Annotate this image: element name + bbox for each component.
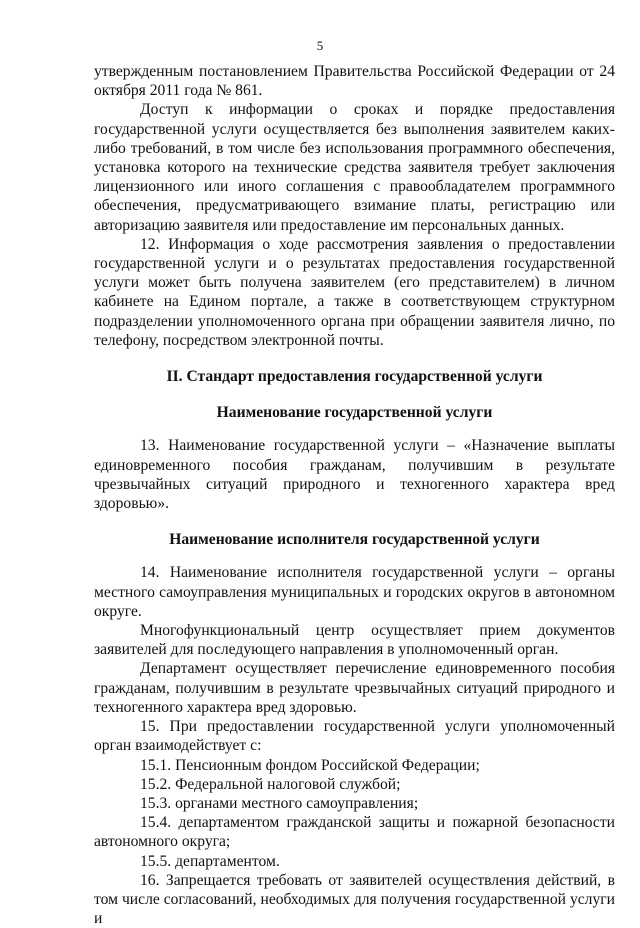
paragraph-access-info: Доступ к информации о сроках и порядке предоставления государственной услуги осуществляется без выполнения заявителем каких-либо требований, в том числе без использования программного обеспечения, установка которого на технические средства заявителя требует заключения лицензионного или иного соглашения с правообладателем программного обеспечения, предусматривающего взимание платы, регистрацию или авторизацию заявителя или предоставление им персональных данных. (94, 101, 615, 234)
heading-executor: Наименование исполнителя государственной услуги (169, 531, 540, 549)
paragraph-14: 14. Наименование исполнителя государственной услуги – органы местного самоуправления муниципальных и городских округов в автономном округе. (94, 564, 615, 620)
section-heading: II. Стандарт предоставления государственной услуги (166, 368, 543, 386)
paragraph-13: 13. Наименование государственной услуги – «Назначение выплаты единовременного пособия гражданам, получившим в результате чрезвычайных ситуаций природного и техногенного характера вред здоровью». (94, 437, 615, 513)
list-item-15-2: 15.2. Федеральной налоговой службой; (140, 775, 401, 793)
list-item-15-4: 15.4. департаментом гражданской защиты и пожарной безопасности автономного округа; (94, 814, 615, 851)
paragraph-16: 16. Запрещается требовать от заявителей осуществления действий, в том числе согласований, необходимых для получения государственной услуги и (94, 871, 615, 928)
paragraph-department: Департамент осуществляет перечисление единовременного пособия гражданам, получившим в результате чрезвычайных ситуаций природного и техногенного характера вред здоровью. (94, 660, 615, 716)
document-body (94, 62, 615, 928)
list-item-15-1: 15.1. Пенсионным фондом Российской Федерации; (140, 756, 480, 774)
page-number: 5 (316, 38, 324, 53)
list-item-15-3: 15.3. органами местного самоуправления; (140, 794, 419, 812)
paragraph-approved-by: утвержденным постановлением Правительства Российской Федерации от 24 октября 2011 года № 861. (94, 63, 615, 100)
heading-service-name: Наименование государственной услуги (216, 404, 493, 422)
paragraph-15: 15. При предоставлении государственной услуги уполномоченный орган взаимодействует с: (94, 718, 615, 755)
paragraph-12: 12. Информация о ходе рассмотрения заявления о предоставлении государственной услуги и о результатах предоставления государственной услуги может быть получена заявителем (его представителем) в личном кабинете на Едином портале, а также в соответствующем структурном подразделении уполномоченного органа при обращении заявителя лично, по телефону, посредством электронной почты. (94, 235, 615, 349)
list-item-15-5: 15.5. департаментом. (140, 852, 280, 870)
paragraph-mfc: Многофункциональный центр осуществляет прием документов заявителей для последующего направления в уполномоченный орган. (94, 622, 615, 659)
